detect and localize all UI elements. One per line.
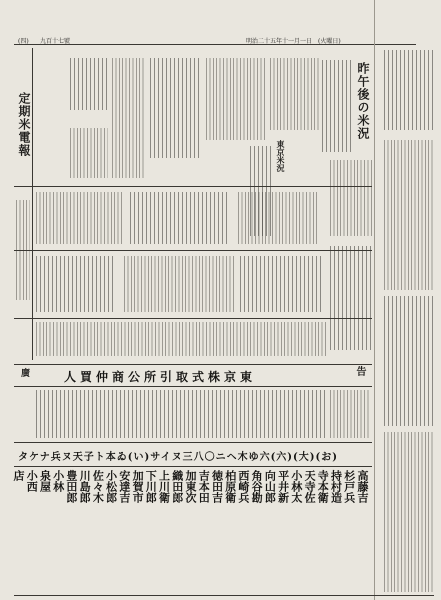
text-block xyxy=(384,432,434,592)
text-block xyxy=(112,58,146,178)
text-block xyxy=(270,58,320,130)
brand-rule xyxy=(14,466,372,467)
text-block xyxy=(330,160,372,236)
notice-tag: 廣 xyxy=(19,368,29,377)
name-column: 小松郎 xyxy=(104,470,118,503)
name-column: 泉屋 xyxy=(38,470,52,492)
name-column: 織田郎 xyxy=(170,470,184,503)
table-block xyxy=(36,322,326,356)
name-column: 寺本衛 xyxy=(316,470,330,503)
name-column: 小西 xyxy=(25,470,39,492)
text-block xyxy=(150,58,202,158)
text-block xyxy=(16,200,30,300)
name-column: 加賀市 xyxy=(131,470,145,503)
text-block xyxy=(330,246,372,350)
name-column: 小林 xyxy=(51,470,65,492)
table-block xyxy=(130,192,230,244)
brand-row: タケナ兵ヌ天子ト本ゐ(い)サイヌ三八〇ニヘ木ゆ六(六)(大)(お) xyxy=(18,452,338,463)
name-column: 持村造 xyxy=(329,470,343,503)
name-column: 天寺佐 xyxy=(303,470,317,503)
text-block xyxy=(70,58,108,110)
table-block xyxy=(240,256,324,312)
text-block xyxy=(206,58,266,140)
name-column: 加東次 xyxy=(184,470,197,503)
name-column: 吉本田 xyxy=(197,470,211,503)
member-list xyxy=(330,390,370,438)
mid-title: 東京米況 xyxy=(276,140,286,172)
section-rule xyxy=(14,250,372,251)
name-column: 佐々木 xyxy=(91,470,105,503)
report-title: 昨午後の米況 xyxy=(356,62,370,140)
text-block xyxy=(384,50,436,130)
header-center: 九百十七號 xyxy=(40,38,71,45)
name-column: 平井新 xyxy=(276,470,290,503)
text-block xyxy=(322,60,352,152)
table-block xyxy=(124,256,234,312)
table-block xyxy=(36,256,116,312)
notice-rule xyxy=(14,364,372,365)
name-column: 川島郎 xyxy=(78,470,92,503)
notice-title: 人買仲商公所引取式株京東 xyxy=(64,370,257,384)
name-column: 徳田吉 xyxy=(210,470,224,503)
text-block xyxy=(384,140,434,290)
name-column: 柏原衛 xyxy=(223,470,237,503)
name-column: 上川衛 xyxy=(157,470,171,503)
table-block xyxy=(238,192,318,244)
page-fold xyxy=(374,0,375,600)
name-column: 小林太 xyxy=(289,470,303,503)
left-title: 定期米電報 xyxy=(17,92,31,157)
name-column: 杉戸兵 xyxy=(342,470,356,503)
header-rule xyxy=(14,44,416,45)
section-rule xyxy=(14,318,372,319)
name-column: 角谷勘 xyxy=(250,470,264,503)
text-block xyxy=(384,296,436,426)
notice-badge: 告 xyxy=(354,366,365,376)
section-rule xyxy=(14,186,372,187)
name-column: 高藤吉 xyxy=(356,470,369,503)
notice-rule xyxy=(14,386,372,387)
header-right: 明治二十五年十一月一日 (火曜日) xyxy=(246,38,341,45)
name-column: 向山郎 xyxy=(263,470,277,503)
name-column: 安達吉 xyxy=(117,470,131,503)
table-block xyxy=(36,192,122,244)
name-column: 店 xyxy=(12,470,25,481)
name-column: 西崎兵 xyxy=(236,470,250,503)
bottom-rule xyxy=(14,595,434,596)
text-block xyxy=(70,128,108,178)
name-column: 下川郎 xyxy=(144,470,158,503)
brand-rule xyxy=(14,442,372,443)
name-column: 豊田郎 xyxy=(64,470,78,503)
header-left: (四) xyxy=(18,38,29,45)
member-list xyxy=(36,390,326,438)
